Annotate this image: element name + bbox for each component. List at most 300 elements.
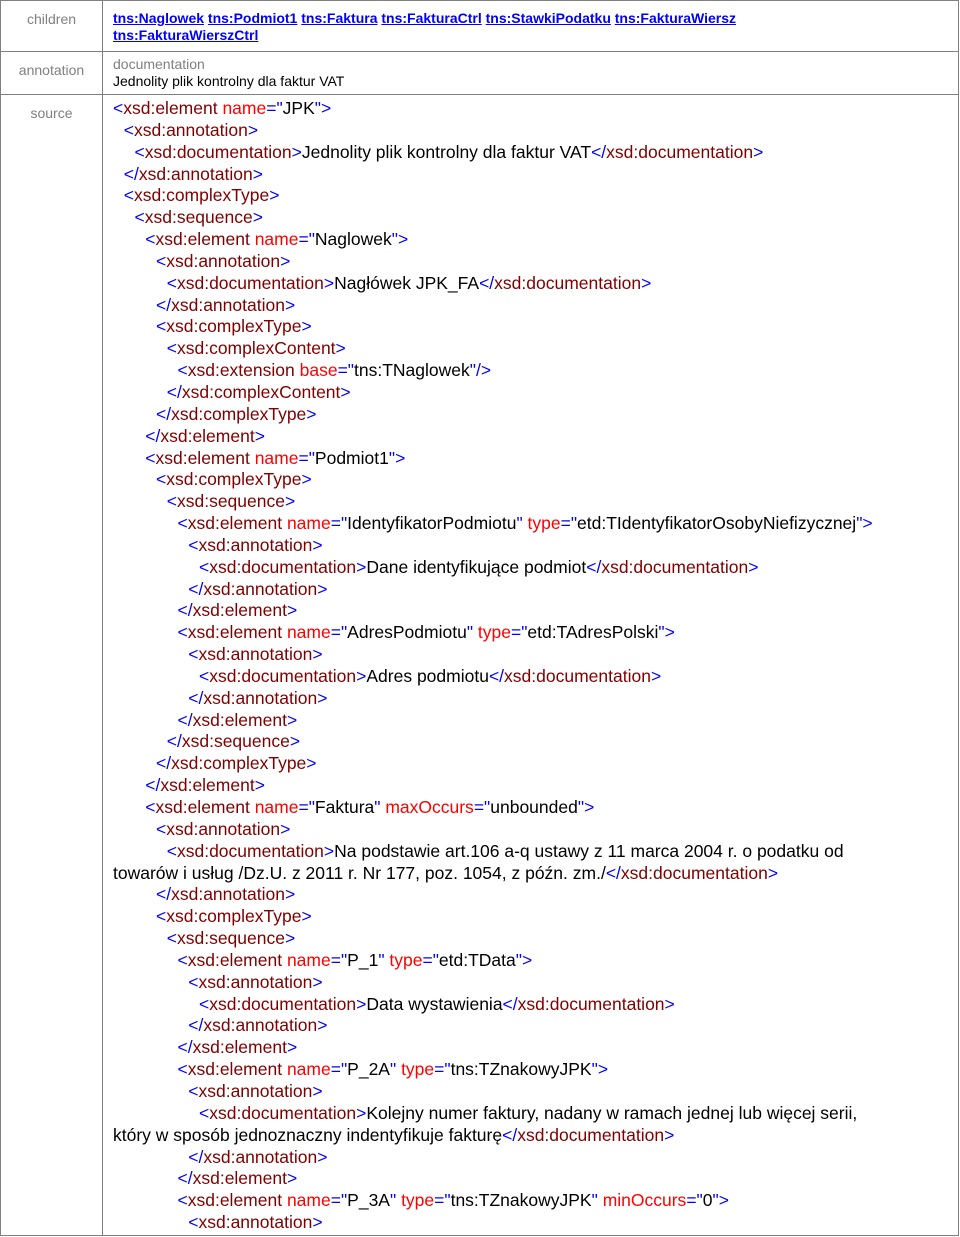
source-token: =" bbox=[337, 360, 354, 381]
source-line bbox=[113, 972, 958, 994]
source-token: =" bbox=[422, 949, 439, 970]
source-token: < bbox=[166, 928, 177, 949]
source-token: type bbox=[401, 1059, 435, 1080]
source-token: < bbox=[156, 469, 167, 490]
source-token: xsd:annotation bbox=[171, 884, 285, 905]
source-token: Kolejny numer faktury, nadany w ramach jednej lub więcej serii, bbox=[366, 1102, 858, 1123]
source-code bbox=[103, 95, 958, 1234]
source-line bbox=[113, 666, 958, 688]
source-token: name bbox=[222, 98, 267, 118]
source-row bbox=[1, 95, 959, 1236]
source-line bbox=[113, 1059, 958, 1081]
source-token: < bbox=[113, 98, 124, 118]
source-token: AdresPodmiotu bbox=[347, 622, 467, 643]
source-token: towarów i usług /Dz.U. z 2011 r. Nr 177, poz. 1054, z późn. zm./ bbox=[113, 862, 606, 883]
source-token: > bbox=[254, 775, 265, 796]
source-token: > bbox=[748, 556, 759, 577]
source-token: tns:TNaglowek bbox=[354, 360, 470, 381]
source-line bbox=[113, 884, 958, 906]
child-link[interactable]: tns:Naglowek bbox=[113, 10, 205, 26]
source-token: xsd:element bbox=[155, 229, 255, 250]
source-line bbox=[113, 994, 958, 1016]
source-token: > bbox=[317, 1146, 328, 1167]
source-line bbox=[113, 710, 958, 732]
source-token: minOccurs bbox=[602, 1190, 687, 1211]
source-line bbox=[113, 731, 958, 753]
source-token: xsd:documentation bbox=[209, 993, 357, 1014]
source-label: source bbox=[30, 105, 73, 121]
source-token: "> bbox=[591, 1059, 609, 1080]
source-token: xsd:annotation bbox=[203, 578, 318, 599]
source-token: "> bbox=[577, 797, 595, 817]
source-token: < bbox=[166, 491, 177, 512]
source-token: > bbox=[286, 709, 298, 730]
documentation-label: documentation bbox=[113, 56, 205, 72]
source-line bbox=[113, 688, 958, 710]
source-line bbox=[113, 1037, 958, 1059]
source-token: =" bbox=[510, 622, 528, 643]
source-token: > bbox=[312, 1212, 323, 1233]
source-token: Naglowek bbox=[314, 229, 392, 250]
source-token: > bbox=[356, 665, 367, 686]
source-token: =" bbox=[560, 513, 578, 534]
source-token: xsd:annotation bbox=[138, 163, 253, 184]
source-token: > bbox=[284, 928, 296, 949]
source-token: xsd:documentation bbox=[620, 862, 768, 883]
source-token: < bbox=[145, 447, 156, 468]
source-token: < bbox=[199, 993, 210, 1014]
source-token: xsd:element bbox=[187, 949, 287, 970]
source-token: xsd:documentation bbox=[144, 141, 292, 162]
children-cell bbox=[103, 1, 959, 52]
source-token: xsd:element bbox=[187, 513, 287, 534]
source-token: > bbox=[284, 491, 296, 512]
source-token: xsd:element bbox=[187, 622, 287, 643]
source-line bbox=[113, 120, 958, 142]
source-token: xsd:annotation bbox=[198, 534, 313, 555]
source-token: < bbox=[156, 906, 167, 927]
source-token: > bbox=[317, 687, 328, 708]
source-token: </ bbox=[605, 862, 621, 883]
source-line bbox=[113, 928, 958, 950]
source-token: =" bbox=[266, 98, 283, 118]
source-token: > bbox=[247, 119, 259, 140]
source-token: </ bbox=[586, 556, 602, 577]
source-token: JPK bbox=[282, 98, 315, 118]
source-token: < bbox=[177, 622, 188, 643]
source-token: xsd:sequence bbox=[176, 491, 285, 512]
source-cell bbox=[103, 95, 959, 1236]
source-token: </ bbox=[166, 381, 182, 402]
source-token: </ bbox=[145, 775, 161, 796]
source-token: tns:TZnakowyJPK bbox=[450, 1190, 592, 1211]
source-token: < bbox=[123, 185, 134, 206]
source-token: xsd:annotation bbox=[166, 250, 281, 271]
source-token: xsd:complexType bbox=[166, 469, 302, 490]
source-token: > bbox=[356, 993, 367, 1014]
source-line bbox=[113, 229, 958, 251]
source-token: Dane identyfikujące podmiot bbox=[366, 556, 587, 577]
children-row bbox=[1, 1, 959, 52]
source-line bbox=[113, 797, 958, 819]
source-label-cell bbox=[1, 95, 103, 1236]
source-token: > bbox=[664, 1124, 675, 1145]
child-link[interactable]: tns:FakturaWiersz bbox=[614, 10, 737, 26]
source-token: < bbox=[123, 119, 134, 140]
source-token: =" bbox=[330, 949, 348, 970]
children-links bbox=[103, 1, 958, 44]
source-line bbox=[113, 469, 958, 491]
annotation-cell bbox=[103, 52, 959, 95]
source-token: xsd:complexContent bbox=[181, 381, 341, 402]
source-token: "> bbox=[658, 622, 675, 643]
source-token: xsd:element bbox=[192, 1168, 287, 1189]
source-token: > bbox=[286, 1037, 298, 1058]
source-token: "> bbox=[391, 229, 409, 250]
source-token: xsd:annotation bbox=[171, 294, 285, 315]
source-token: > bbox=[323, 840, 335, 861]
annotation-row bbox=[1, 52, 959, 95]
child-link[interactable]: tns:FakturaCtrl bbox=[381, 10, 482, 26]
source-token: xsd:complexType bbox=[166, 316, 302, 337]
source-token: xsd:documentation bbox=[176, 840, 324, 861]
source-token: < bbox=[177, 949, 188, 970]
source-token: > bbox=[312, 1080, 323, 1101]
source-token: < bbox=[145, 229, 156, 250]
annotation-box bbox=[103, 52, 958, 90]
source-line bbox=[113, 557, 958, 579]
source-token: > bbox=[650, 665, 662, 686]
source-token: " bbox=[466, 622, 478, 643]
source-token: xsd:complexType bbox=[133, 185, 270, 206]
source-token: xsd:complexContent bbox=[176, 338, 336, 359]
source-line bbox=[113, 185, 958, 207]
source-token: Jednolity plik kontrolny dla faktur VAT bbox=[301, 141, 592, 162]
source-token: =" bbox=[330, 622, 348, 643]
source-token: xsd:annotation bbox=[198, 644, 313, 665]
child-link[interactable]: tns:Podmiot1 bbox=[207, 10, 298, 26]
source-line bbox=[113, 950, 958, 972]
source-token: Data wystawienia bbox=[366, 993, 503, 1014]
source-token: xsd:complexType bbox=[171, 753, 307, 774]
source-token: > bbox=[317, 1015, 328, 1036]
source-token: xsd:complexType bbox=[166, 906, 302, 927]
source-token: xsd:documentation bbox=[606, 141, 754, 162]
source-token: </ bbox=[177, 709, 193, 730]
source-token: "> bbox=[856, 513, 873, 534]
source-token: > bbox=[280, 818, 291, 839]
source-token: =" bbox=[330, 1059, 348, 1080]
source-token: </ bbox=[502, 1124, 518, 1145]
source-token: > bbox=[252, 163, 263, 184]
source-token: < bbox=[166, 840, 177, 861]
source-token: < bbox=[188, 644, 199, 665]
source-token: > bbox=[289, 731, 301, 752]
source-token: type bbox=[401, 1190, 435, 1211]
source-token: < bbox=[199, 665, 210, 686]
source-token: > bbox=[284, 294, 296, 315]
source-token: xsd:element bbox=[187, 1059, 287, 1080]
source-token: xsd:documentation bbox=[517, 1124, 665, 1145]
documentation-text: Jednolity plik kontrolny dla faktur VAT bbox=[113, 73, 345, 89]
source-token: </ bbox=[156, 403, 172, 424]
source-token: IdentyfikatorPodmiotu bbox=[347, 513, 517, 534]
source-token: < bbox=[188, 971, 199, 992]
source-token: > bbox=[301, 469, 312, 490]
source-token: < bbox=[199, 1102, 210, 1123]
source-token: > bbox=[291, 141, 302, 162]
source-token: xsd:sequence bbox=[176, 928, 285, 949]
source-line bbox=[113, 1190, 958, 1212]
source-token: < bbox=[145, 797, 156, 817]
source-line bbox=[113, 360, 958, 382]
source-line bbox=[113, 1125, 958, 1147]
source-token: xsd:annotation bbox=[203, 1015, 318, 1036]
source-token: etd:TIdentyfikatorOsobyNiefizycznej bbox=[577, 513, 857, 534]
source-token: xsd:extension bbox=[187, 360, 300, 381]
source-token: name bbox=[254, 229, 299, 250]
source-token: name bbox=[254, 447, 299, 468]
child-link[interactable]: tns:Faktura bbox=[301, 10, 378, 26]
source-token: xsd:documentation bbox=[601, 556, 749, 577]
source-token: Nagłówek JPK_FA bbox=[334, 272, 480, 293]
source-token: etd:TData bbox=[438, 949, 516, 970]
source-token: > bbox=[284, 884, 296, 905]
source-token: < bbox=[188, 1080, 199, 1101]
source-token: xsd:documentation bbox=[209, 1102, 357, 1123]
source-token: </ bbox=[145, 425, 161, 446]
source-token: xsd:documentation bbox=[517, 993, 665, 1014]
source-token: </ bbox=[156, 884, 172, 905]
source-token: " bbox=[389, 1190, 402, 1211]
source-token: P_1 bbox=[347, 949, 379, 970]
source-token: </ bbox=[177, 1168, 193, 1189]
source-token: > bbox=[286, 600, 298, 621]
source-token: > bbox=[664, 993, 675, 1014]
source-token: name bbox=[286, 949, 331, 970]
source-line bbox=[113, 426, 958, 448]
source-token: " bbox=[591, 1190, 603, 1211]
source-line bbox=[113, 273, 958, 295]
source-token: > bbox=[641, 272, 652, 293]
source-token: > bbox=[269, 185, 280, 206]
source-line bbox=[113, 775, 958, 797]
source-line bbox=[113, 207, 958, 229]
source-token: < bbox=[188, 1212, 199, 1233]
source-token: =" bbox=[434, 1059, 451, 1080]
source-token: </ bbox=[156, 753, 172, 774]
source-token: =" bbox=[330, 1190, 348, 1211]
source-token: > bbox=[753, 141, 764, 162]
source-token: xsd:documentation bbox=[176, 272, 324, 293]
source-token: </ bbox=[166, 731, 182, 752]
children-label: children bbox=[26, 11, 77, 27]
source-line bbox=[113, 295, 958, 317]
source-token: type bbox=[477, 622, 511, 643]
source-token: < bbox=[156, 818, 167, 839]
source-token: xsd:annotation bbox=[198, 1080, 313, 1101]
child-link[interactable]: tns:FakturaWierszCtrl bbox=[113, 27, 259, 43]
annotation-label: annotation bbox=[18, 62, 85, 78]
source-token: Podmiot1 bbox=[314, 447, 389, 468]
source-token: < bbox=[134, 141, 145, 162]
source-token: xsd:element bbox=[155, 447, 255, 468]
source-token: > bbox=[301, 906, 312, 927]
source-token: </ bbox=[188, 1015, 204, 1036]
source-token: < bbox=[177, 1059, 188, 1080]
source-token: =" bbox=[434, 1190, 451, 1211]
source-token: " bbox=[516, 513, 528, 534]
source-token: type bbox=[389, 949, 423, 970]
source-token: < bbox=[134, 207, 145, 228]
source-token: "> bbox=[388, 447, 406, 468]
source-token: name bbox=[286, 1059, 331, 1080]
source-line bbox=[113, 535, 958, 557]
source-token: </ bbox=[188, 687, 204, 708]
source-token: </ bbox=[479, 272, 495, 293]
source-token: unbounded bbox=[490, 797, 578, 817]
source-line bbox=[113, 841, 958, 863]
source-token: maxOccurs bbox=[385, 797, 474, 817]
source-token: xsd:element bbox=[192, 709, 287, 730]
source-token: < bbox=[177, 1190, 188, 1211]
source-token: =" bbox=[298, 797, 315, 817]
source-line bbox=[113, 513, 958, 535]
source-token: </ bbox=[488, 665, 505, 686]
source-token: =" bbox=[298, 447, 315, 468]
source-token: xsd:element bbox=[192, 1037, 287, 1058]
source-token: xsd:annotation bbox=[133, 119, 248, 140]
source-line bbox=[113, 1103, 958, 1125]
source-token: > bbox=[335, 338, 346, 359]
source-token: 0 bbox=[702, 1190, 713, 1211]
source-token: < bbox=[177, 360, 188, 381]
source-token: P_2A bbox=[347, 1059, 390, 1080]
source-line bbox=[113, 644, 958, 666]
source-token: xsd:sequence bbox=[181, 731, 290, 752]
source-token: > bbox=[767, 862, 779, 883]
source-token: =" bbox=[330, 513, 348, 534]
source-token: xsd:documentation bbox=[209, 556, 357, 577]
source-token: xsd:sequence bbox=[144, 207, 253, 228]
source-token: > bbox=[340, 381, 351, 402]
source-token: </ bbox=[177, 1037, 193, 1058]
source-token: "/> bbox=[469, 360, 492, 381]
source-token: < bbox=[156, 250, 167, 271]
source-token: > bbox=[252, 207, 263, 228]
source-token: base bbox=[299, 360, 338, 381]
source-token: < bbox=[166, 272, 177, 293]
source-token: </ bbox=[188, 1146, 204, 1167]
source-line bbox=[113, 1147, 958, 1169]
source-token: > bbox=[306, 753, 317, 774]
source-line bbox=[113, 1212, 958, 1234]
source-token: "> bbox=[515, 949, 533, 970]
source-token: xsd:annotation bbox=[166, 818, 281, 839]
source-token: xsd:annotation bbox=[203, 1146, 318, 1167]
source-line bbox=[113, 1168, 958, 1190]
source-line bbox=[113, 491, 958, 513]
source-token: name bbox=[286, 1190, 331, 1211]
source-token: xsd:element bbox=[192, 600, 287, 621]
source-token: xsd:complexType bbox=[171, 403, 307, 424]
source-token: "> bbox=[314, 98, 332, 118]
source-token: </ bbox=[123, 163, 139, 184]
source-token: xsd:annotation bbox=[203, 687, 318, 708]
source-token: > bbox=[286, 1168, 298, 1189]
source-token: < bbox=[177, 513, 188, 534]
source-token: < bbox=[188, 534, 199, 555]
source-token: </ bbox=[502, 993, 518, 1014]
source-token: </ bbox=[177, 600, 193, 621]
source-token: =" bbox=[298, 229, 315, 250]
annotation-label-cell bbox=[1, 52, 103, 95]
source-token: Faktura bbox=[314, 797, 375, 817]
child-link[interactable]: tns:StawkiPodatku bbox=[485, 10, 611, 26]
source-token: </ bbox=[156, 294, 172, 315]
source-token: " bbox=[389, 1059, 402, 1080]
source-token: " bbox=[378, 949, 390, 970]
source-token: xsd:element bbox=[187, 1190, 287, 1211]
source-token: xsd:documentation bbox=[209, 665, 357, 686]
source-line bbox=[113, 448, 958, 470]
source-line bbox=[113, 579, 958, 601]
source-token: < bbox=[156, 316, 167, 337]
source-line bbox=[113, 164, 958, 186]
source-line bbox=[113, 1015, 958, 1037]
source-line bbox=[113, 863, 958, 885]
source-line bbox=[113, 600, 958, 622]
source-token: > bbox=[306, 403, 317, 424]
source-token: xsd:element bbox=[123, 98, 223, 118]
source-token: < bbox=[166, 338, 177, 359]
source-line bbox=[113, 251, 958, 273]
source-line bbox=[113, 316, 958, 338]
source-token: name bbox=[286, 622, 331, 643]
source-token: > bbox=[312, 534, 323, 555]
source-line bbox=[113, 906, 958, 928]
source-token: name bbox=[286, 513, 331, 534]
source-token: < bbox=[199, 556, 210, 577]
source-token: > bbox=[317, 578, 328, 599]
source-token: Na podstawie art.106 a-q ustawy z 11 marca 2004 r. o podatku od bbox=[334, 840, 844, 861]
source-token: xsd:annotation bbox=[198, 971, 313, 992]
source-token: który w sposób jednoznaczny indentyfikuje fakturę bbox=[113, 1124, 503, 1145]
source-token: > bbox=[312, 644, 323, 665]
source-token: > bbox=[356, 556, 367, 577]
source-token: "> bbox=[712, 1190, 729, 1211]
source-token: name bbox=[254, 797, 299, 817]
source-token: > bbox=[280, 250, 291, 271]
source-token: xsd:element bbox=[160, 775, 255, 796]
source-token: xsd:annotation bbox=[198, 1212, 313, 1233]
source-token: xsd:documentation bbox=[494, 272, 642, 293]
source-token: > bbox=[301, 316, 312, 337]
source-token: xsd:element bbox=[155, 797, 255, 817]
source-token: =" bbox=[473, 797, 491, 817]
source-token: > bbox=[356, 1102, 367, 1123]
source-line bbox=[113, 98, 958, 120]
source-line bbox=[113, 819, 958, 841]
source-token: type bbox=[527, 513, 561, 534]
source-token: P_3A bbox=[347, 1190, 390, 1211]
source-line bbox=[113, 338, 958, 360]
source-token: xsd:documentation bbox=[504, 665, 651, 686]
source-token: =" bbox=[686, 1190, 703, 1211]
source-token: > bbox=[312, 971, 323, 992]
source-token: " bbox=[374, 797, 386, 817]
source-line bbox=[113, 753, 958, 775]
